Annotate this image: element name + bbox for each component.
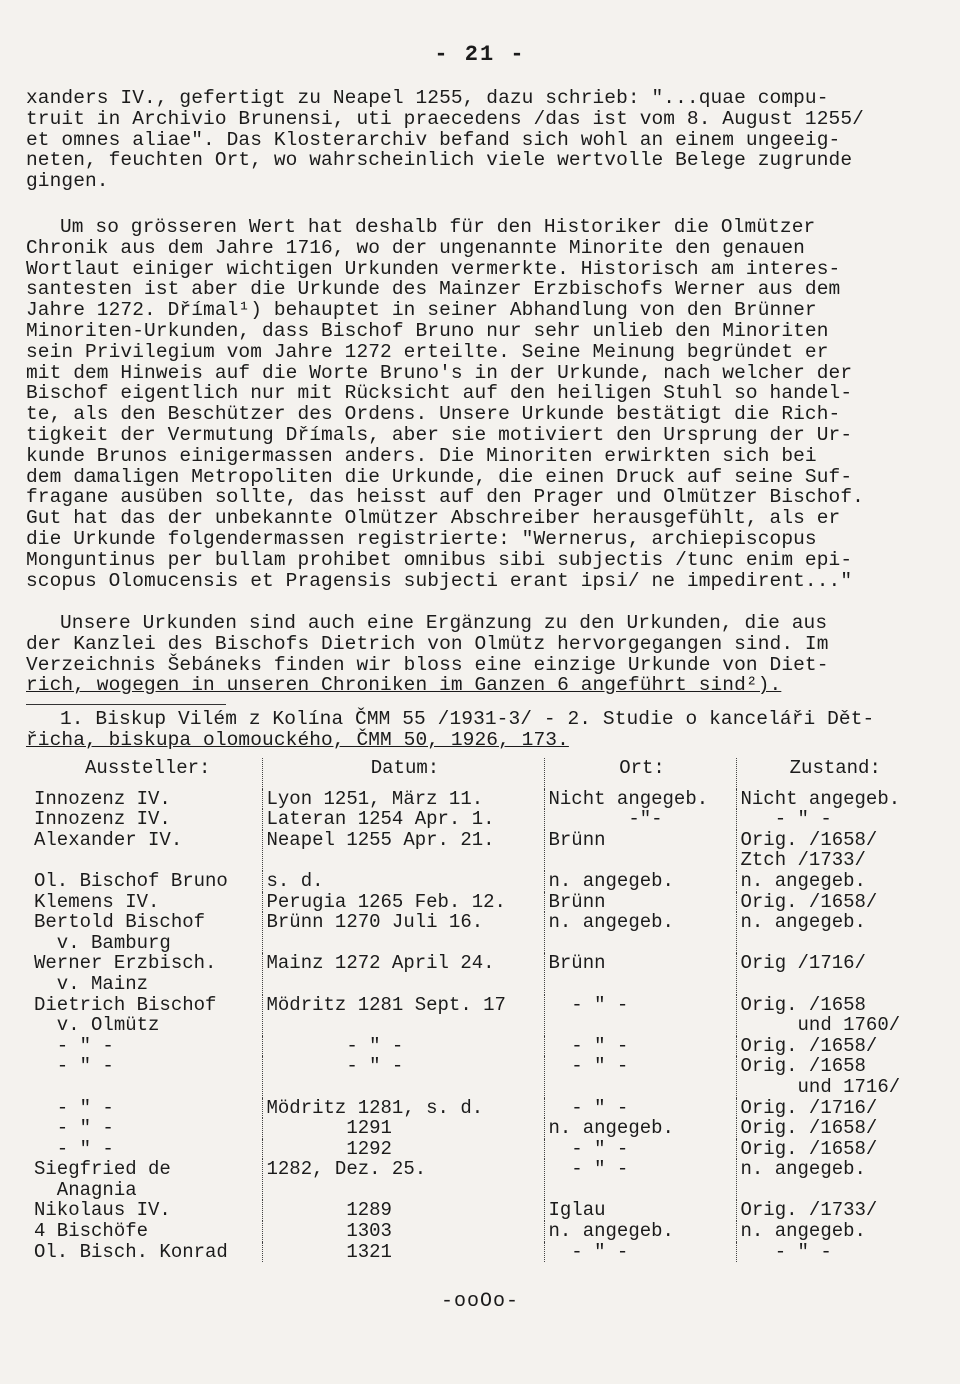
text-line: santesten ist aber die Urkunde des Mainzer Erzbischofs Werner aus dem — [26, 278, 841, 301]
text-line: dem damaligen Metropoliten die Urkunde, die einen Druck auf seine Suf- — [26, 465, 853, 488]
table-header-row — [30, 758, 930, 789]
cell-date: Perugia 1265 Feb. 12. — [262, 892, 544, 913]
text-line: truit in Archivio Brunensi, uti praecedens /das ist vom 8. August 1255/ — [26, 107, 864, 130]
text-line: mit dem Hinweis auf die Worte Bruno's in der Urkunde, nach welcher der — [26, 361, 853, 384]
cell-issuer: Dietrich Bischof v. Olmütz — [34, 993, 217, 1037]
table-row — [30, 1036, 930, 1057]
table-row — [30, 1200, 930, 1221]
cell-issuer: Klemens IV. — [34, 890, 160, 913]
cell-issuer: - " - — [34, 1096, 114, 1119]
cell-date: Mainz 1272 April 24. — [262, 953, 544, 994]
cell-date: Mödritz 1281, s. d. — [262, 1098, 544, 1119]
cell-date: 1291 — [262, 1118, 544, 1139]
text-line: et omnes aliae". Das Klosterarchiv befand sich wohl an einem ungeeig- — [26, 128, 841, 151]
cell-issuer: Siegfried de Anagnia — [34, 1158, 171, 1201]
table-row — [30, 953, 930, 994]
text-line: fragane ausüben sollte, das heisst auf den Prager und Olmützer Bischof. — [26, 486, 864, 509]
cell-status: n. angegeb. — [736, 912, 930, 953]
cell-issuer: Ol. Bischof Bruno — [34, 869, 228, 892]
text-line: Um so grösseren Wert hat deshalb für den Historiker die Olmützer — [60, 216, 816, 238]
table-row — [30, 912, 930, 953]
cell-status: Nicht angegeb. — [736, 789, 930, 810]
cell-status: n. angegeb. — [736, 1159, 930, 1200]
end-mark: -ooOo- — [440, 1290, 519, 1313]
table-row — [30, 1056, 930, 1097]
cell-place: - " - — [544, 1139, 736, 1160]
cell-issuer: Ol. Bisch. Konrad — [34, 1240, 228, 1263]
cell-status: Orig /1716/ — [736, 953, 930, 994]
text-line: sein Privilegium vom Jahre 1272 erteilte. Seine Meinung begründet er — [26, 340, 829, 363]
column-header-place: Ort: — [544, 758, 736, 789]
text-line: Gut hat das der unbekannte Olmützer Abschreiber herausgefühlt, als er — [26, 507, 841, 530]
text-line: kunde Brunos einigermassen anders. Die Minoriten erwirkten sich bei — [26, 444, 817, 467]
cell-issuer: Alexander IV. — [34, 828, 183, 851]
cell-status: - " - — [736, 809, 930, 830]
cell-date: 1292 — [262, 1139, 544, 1160]
cell-date: - " - — [262, 1056, 544, 1097]
cell-status: Orig. /1658/ — [736, 892, 930, 913]
text-line: rich, wogegen in unseren Chroniken im Ganzen 6 angeführt sind²). — [26, 674, 782, 697]
paragraph-3 — [26, 613, 936, 696]
cell-place: - " - — [544, 1056, 736, 1097]
cell-place: - " - — [544, 1036, 736, 1057]
table-row — [30, 1242, 930, 1263]
text-line: te, als den Beschützer des Ordens. Unsere Urkunde bestätigt die Rich- — [26, 403, 841, 426]
cell-issuer: Werner Erzbisch. v. Mainz — [34, 952, 217, 995]
cell-date: 1289 — [262, 1200, 544, 1221]
table-row — [30, 789, 930, 810]
text-line: xanders IV., gefertigt zu Neapel 1255, dazu schrieb: "...quae compu- — [26, 87, 829, 109]
cell-issuer: Nikolaus IV. — [34, 1199, 171, 1222]
cell-issuer: 4 Bischöfe — [34, 1220, 149, 1243]
cell-status: Orig. /1658/ Ztch /1733/ — [736, 830, 930, 871]
text-line: scopus Olomucensis et Pragensis subjecti erant ipsi/ ne impedirent..." — [26, 569, 853, 592]
cell-date: Lyon 1251, März 11. — [262, 789, 544, 810]
cell-place: Brünn — [544, 953, 736, 994]
cell-status: Orig. /1658 und 1716/ — [736, 1056, 930, 1097]
cell-date: Lateran 1254 Apr. 1. — [262, 809, 544, 830]
cell-place: Nicht angegeb. — [544, 789, 736, 810]
cell-status: Orig. /1716/ — [736, 1098, 930, 1119]
cell-status: Orig. /1658/ — [736, 1139, 930, 1160]
table-row — [30, 830, 930, 871]
cell-place: Iglau — [544, 1200, 736, 1221]
cell-date: Neapel 1255 Apr. 21. — [262, 830, 544, 871]
text-line: Unsere Urkunden sind auch eine Ergänzung zu den Urkunden, die aus — [60, 612, 828, 634]
cell-date: - " - — [262, 1036, 544, 1057]
text-line: gingen. — [26, 170, 109, 193]
footnote-line: řicha, biskupa olomouckého, ČMM 50, 1926, 173. — [26, 728, 569, 751]
cell-status: n. angegeb. — [736, 871, 930, 892]
cell-status: Orig. /1658/ — [736, 1118, 930, 1139]
page-number: - 21 - — [434, 42, 526, 67]
table-row — [30, 892, 930, 913]
documents-table — [30, 758, 930, 1262]
text-line: Verzeichnis Šebáneks finden wir bloss eine einzige Urkunde von Diet- — [26, 653, 829, 676]
cell-place: - " - — [544, 1242, 736, 1263]
footnotes — [26, 709, 936, 751]
cell-place: - " - — [544, 995, 736, 1036]
cell-place: - " - — [544, 1098, 736, 1119]
cell-date: 1321 — [262, 1242, 544, 1263]
text-line: Wortlaut einiger wichtigen Urkunden vermerkte. Historisch am interes- — [26, 257, 841, 280]
table-row — [30, 1139, 930, 1160]
table-row — [30, 871, 930, 892]
text-line: der Kanzlei des Bischofs Dietrich von Olmütz hervorgegangen sind. Im — [26, 632, 829, 655]
cell-place: - " - — [544, 1159, 736, 1200]
cell-place: n. angegeb. — [544, 1221, 736, 1242]
footnote-rule — [26, 704, 226, 705]
text-line: Bischof eigentlich nur mit Rücksicht auf den heiligen Stuhl so handel- — [26, 382, 853, 405]
text-line: tigkeit der Vermutung Dřímals, aber sie motiviert den Ursprung der Ur- — [26, 423, 853, 446]
cell-status: - " - — [736, 1242, 930, 1263]
cell-issuer: - " - — [34, 1034, 114, 1057]
cell-place: n. angegeb. — [544, 912, 736, 953]
cell-place: Brünn — [544, 892, 736, 913]
text-line: Jahre 1272. Dřímal¹) behauptet in seiner Abhandlung von den Brünner — [26, 299, 817, 322]
table-row — [30, 1221, 930, 1242]
cell-status: Orig. /1733/ — [736, 1200, 930, 1221]
cell-issuer: Bertold Bischof v. Bamburg — [34, 911, 206, 954]
text-line: Chronik aus dem Jahre 1716, wo der ungenannte Minorite den genauen — [26, 236, 805, 259]
column-header-date: Datum: — [262, 758, 544, 789]
cell-issuer: - " - — [34, 1117, 114, 1140]
column-header-issuer: Aussteller: — [85, 757, 211, 779]
cell-status: n. angegeb. — [736, 1221, 930, 1242]
cell-date: s. d. — [262, 871, 544, 892]
text-line: neten, feuchten Ort, wo wahrscheinlich viele wertvolle Belege zugrunde — [26, 149, 853, 172]
footnote-line: 1. Biskup Vilém z Kolína ČMM 55 /1931-3/ - 2. Studie o kanceláři Dět- — [60, 708, 875, 730]
table-row — [30, 1159, 930, 1200]
text-line: Monguntinus per bullam prohibet omnibus sibi subjectis /tunc enim epi- — [26, 548, 853, 571]
table-row — [30, 809, 930, 830]
table-row — [30, 995, 930, 1036]
cell-issuer: Innozenz IV. — [34, 808, 171, 831]
cell-date: Brünn 1270 Juli 16. — [262, 912, 544, 953]
cell-place: -"- — [544, 809, 736, 830]
paragraph-1 — [26, 88, 936, 192]
cell-place: n. angegeb. — [544, 1118, 736, 1139]
cell-issuer: Innozenz IV. — [34, 787, 171, 810]
paragraph-2 — [26, 217, 936, 591]
cell-status: Orig. /1658/ — [736, 1036, 930, 1057]
table-body — [30, 789, 930, 1263]
table-row — [30, 1098, 930, 1119]
cell-date: Mödritz 1281 Sept. 17 — [262, 995, 544, 1036]
cell-status: Orig. /1658 und 1760/ — [736, 995, 930, 1036]
column-header-status: Zustand: — [736, 758, 930, 789]
table-row — [30, 1118, 930, 1139]
cell-date: 1282, Dez. 25. — [262, 1159, 544, 1200]
cell-place: n. angegeb. — [544, 871, 736, 892]
cell-issuer: - " - — [34, 1137, 114, 1160]
text-line: Minoriten-Urkunden, dass Bischof Bruno nur sehr unlieb den Minoriten — [26, 319, 829, 342]
cell-date: 1303 — [262, 1221, 544, 1242]
text-line: die Urkunde folgendermassen registrierte: "Wernerus, archiepiscopus — [26, 527, 817, 550]
cell-issuer: - " - — [34, 1055, 114, 1078]
cell-place: Brünn — [544, 830, 736, 871]
